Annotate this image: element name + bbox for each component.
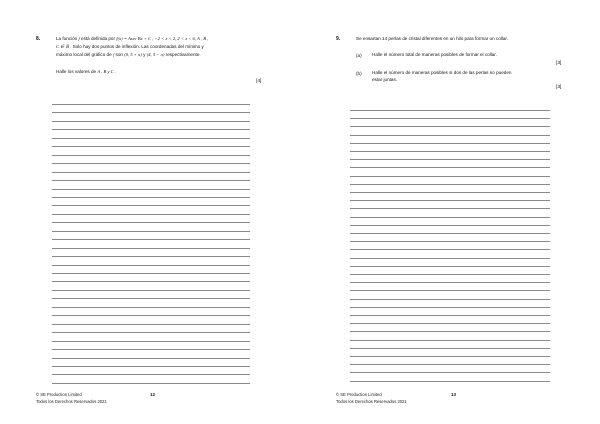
answer-line xyxy=(52,112,250,113)
answer-line xyxy=(52,290,250,291)
answer-line xyxy=(52,205,250,206)
answer-line xyxy=(52,374,250,375)
answer-line xyxy=(52,383,250,384)
answer-line xyxy=(350,348,550,349)
answer-line xyxy=(350,135,550,136)
answer-line xyxy=(52,248,250,249)
part-b-marks: [3] xyxy=(556,85,562,90)
answer-line xyxy=(350,176,550,177)
answer-lines xyxy=(350,110,550,388)
answer-line xyxy=(350,290,550,291)
answer-line xyxy=(350,200,550,201)
part-b-text-line-1: Halle el número de maneras posibles si dos de las perlas no pueden xyxy=(372,70,512,75)
answer-line xyxy=(350,249,550,250)
answer-line xyxy=(52,155,250,156)
answer-line xyxy=(350,143,550,144)
footer-rights: Todos los Derechos Reservados 2021 xyxy=(336,399,407,404)
answer-line xyxy=(350,381,550,382)
answer-line xyxy=(52,231,250,232)
question-number: 8. xyxy=(36,36,41,42)
answer-line xyxy=(52,163,250,164)
answer-line xyxy=(350,274,550,275)
answer-line xyxy=(350,364,550,365)
part-a-label: (a) xyxy=(356,53,362,58)
answer-line xyxy=(350,315,550,316)
answer-line xyxy=(350,126,550,127)
right-page xyxy=(300,0,600,424)
answer-line xyxy=(350,282,550,283)
answer-line xyxy=(350,356,550,357)
answer-line xyxy=(52,341,250,342)
answer-line xyxy=(52,138,250,139)
answer-line xyxy=(350,299,550,300)
answer-line xyxy=(52,281,250,282)
marks-label: [4] xyxy=(256,79,262,84)
answer-line xyxy=(52,214,250,215)
answer-line xyxy=(350,192,550,193)
answer-line xyxy=(52,273,250,274)
answer-line xyxy=(350,323,550,324)
answer-line xyxy=(52,239,250,240)
answer-line xyxy=(350,233,550,234)
answer-line xyxy=(350,307,550,308)
question-prompt: Halle los valores de A , B y C . xyxy=(56,69,117,74)
answer-line xyxy=(350,340,550,341)
answer-line xyxy=(350,372,550,373)
question-stem-line-3: máximo local del gráfico de f son (0, 5 + π) y (4, 5 − π) respectivamente. xyxy=(56,52,201,57)
answer-line xyxy=(52,172,250,173)
answer-line xyxy=(52,324,250,325)
answer-line xyxy=(52,180,250,181)
question-stem: Se ensartan 14 perlas de cristal diferentes en un hilo para formar un collar. xyxy=(356,36,508,41)
answer-line xyxy=(52,189,250,190)
answer-line xyxy=(350,159,550,160)
answer-line xyxy=(52,222,250,223)
part-a-marks: [3] xyxy=(556,61,562,66)
question-stem-line-2: C ∈ ℝ . Solo hay dos puntos de inflexión. Las coordenadas del mínimo y xyxy=(56,44,204,49)
answer-line xyxy=(52,315,250,316)
answer-line xyxy=(52,265,250,266)
answer-line xyxy=(52,366,250,367)
answer-lines xyxy=(52,104,250,388)
answer-line xyxy=(350,118,550,119)
part-b-text-line-2: estar juntas. xyxy=(372,77,398,82)
answer-line xyxy=(52,121,250,122)
answer-line xyxy=(52,307,250,308)
answer-line xyxy=(350,167,550,168)
page-number: 12 xyxy=(150,392,155,397)
page-number: 13 xyxy=(451,392,456,397)
answer-line xyxy=(52,358,250,359)
answer-line xyxy=(350,110,550,111)
answer-line xyxy=(350,151,550,152)
answer-line xyxy=(350,217,550,218)
footer-publisher: © SE Production Limited xyxy=(36,392,82,397)
part-b-label: (b) xyxy=(356,71,362,76)
answer-line xyxy=(350,266,550,267)
answer-line xyxy=(350,331,550,332)
answer-line xyxy=(52,129,250,130)
answer-line xyxy=(52,104,250,105)
question-stem-line-1: La función f está definida por f(x) = Asec Bx + C , −2 < x < 2, 2 < x < 6, A , B , xyxy=(56,36,209,41)
footer-publisher: © SE Production Limited xyxy=(336,392,382,397)
answer-line xyxy=(52,197,250,198)
question-number: 9. xyxy=(336,36,341,42)
answer-line xyxy=(350,184,550,185)
answer-line xyxy=(350,225,550,226)
answer-line xyxy=(350,208,550,209)
part-a-text: Halle el número total de maneras posibles de formar el collar. xyxy=(372,52,497,57)
answer-line xyxy=(52,256,250,257)
answer-line xyxy=(52,298,250,299)
answer-line xyxy=(52,146,250,147)
answer-line xyxy=(350,258,550,259)
answer-line xyxy=(52,332,250,333)
footer-rights: Todos los Derechos Reservados 2021 xyxy=(36,399,107,404)
answer-line xyxy=(52,349,250,350)
answer-line xyxy=(350,241,550,242)
